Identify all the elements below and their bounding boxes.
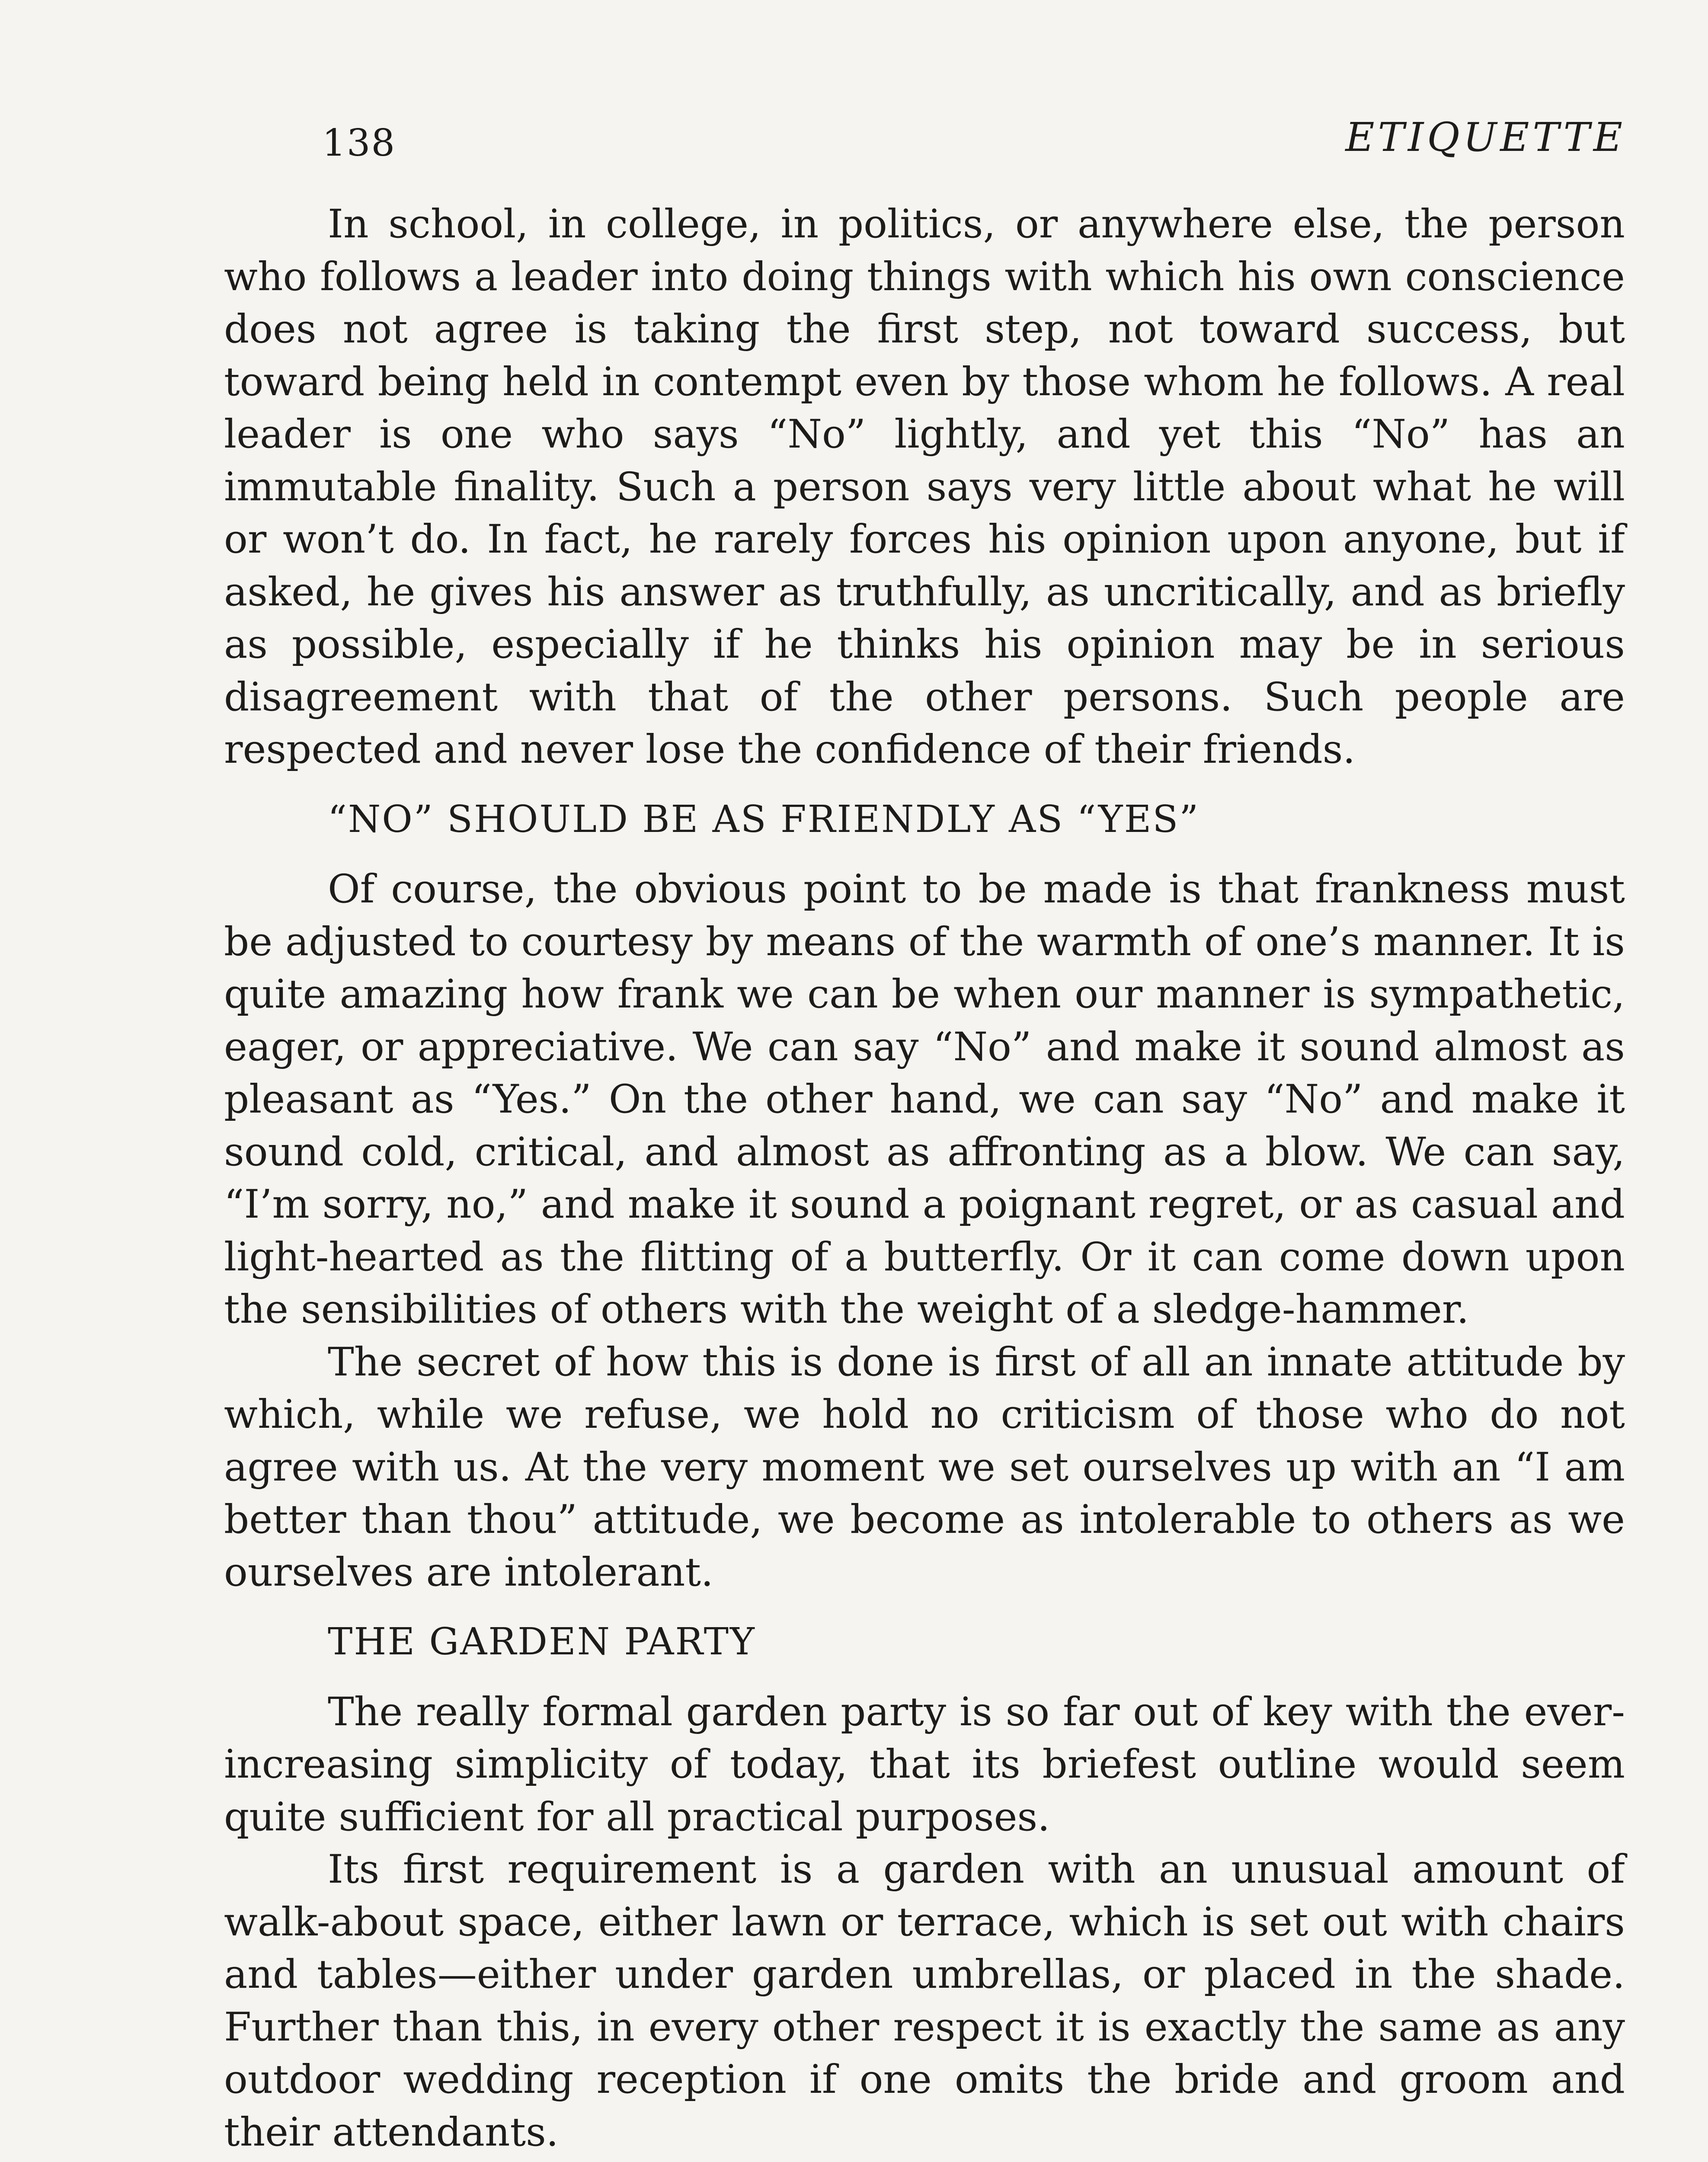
body-text (224, 198, 1625, 2162)
section-heading-garden-party: THE GARDEN PARTY (328, 1620, 756, 1663)
paragraph: The secret of how this is done is first of all an innate attitude by which, while we refuse, we hold no criticism of those who do not agree with us. At the very moment we set ourselves up with an “I am better than thou” attitude, we become as intolerable to others as we ourselves are intolerant. (224, 1339, 1625, 1595)
running-head: ETIQUETTE (1345, 114, 1626, 160)
paragraph: Its first requirement is a garden with an unusual amount of walk-about space, either lawn or terrace, which is set out with chairs and tables—either under garden umbrellas, or placed in the shade. Further than this, in every other respect it is exactly the same as any outdoor wedding reception if one omits the bride and groom and their attendants. (224, 1847, 1625, 2155)
paragraph: In school, in college, in politics, or anywhere else, the person who follows a leader into doing things with which his own conscience does not agree is taking the first step, not toward success, but toward being held in contempt even by those whom he follows. A real leader is one who says “No” lightly, and yet this “No” has an immutable finality. Such a person says very little about what he will or won’t do. In fact, he rarely forces his opinion upon anyone, but if asked, he gives his answer as truthfully, as uncritically, and as briefly as possible, especially if he thinks his opinion may be in serious disagreement with that of the other persons. Such people are respected and never lose the confidence of their friends. (224, 201, 1625, 772)
paragraph: The really formal garden party is so far out of key with the ever-increasing simplicity of today, that its briefest outline would seem quite sufficient for all practical purposes. (224, 1689, 1625, 1840)
section-heading-no-friendly: “NO” SHOULD BE AS FRIENDLY AS “YES” (328, 797, 1200, 841)
paragraph: Of course, the obvious point to be made is that frankness must be adjusted to courtesy by means of the warmth of one’s manner. It is quite amazing how frank we can be when our manner is sympathetic, eager, or appreciative. We can say “No” and make it sound almost as pleasant as “Yes.” On the other hand, we can say “No” and make it sound cold, critical, and almost as affronting as a blow. We can say, “I’m sorry, no,” and make it sound a poignant regret, or as casual and light-hearted as the flitting of a butterfly. Or it can come down upon the sensibilities of others with the weight of a sledge-hammer. (224, 867, 1625, 1332)
page-number: 138 (322, 122, 396, 165)
